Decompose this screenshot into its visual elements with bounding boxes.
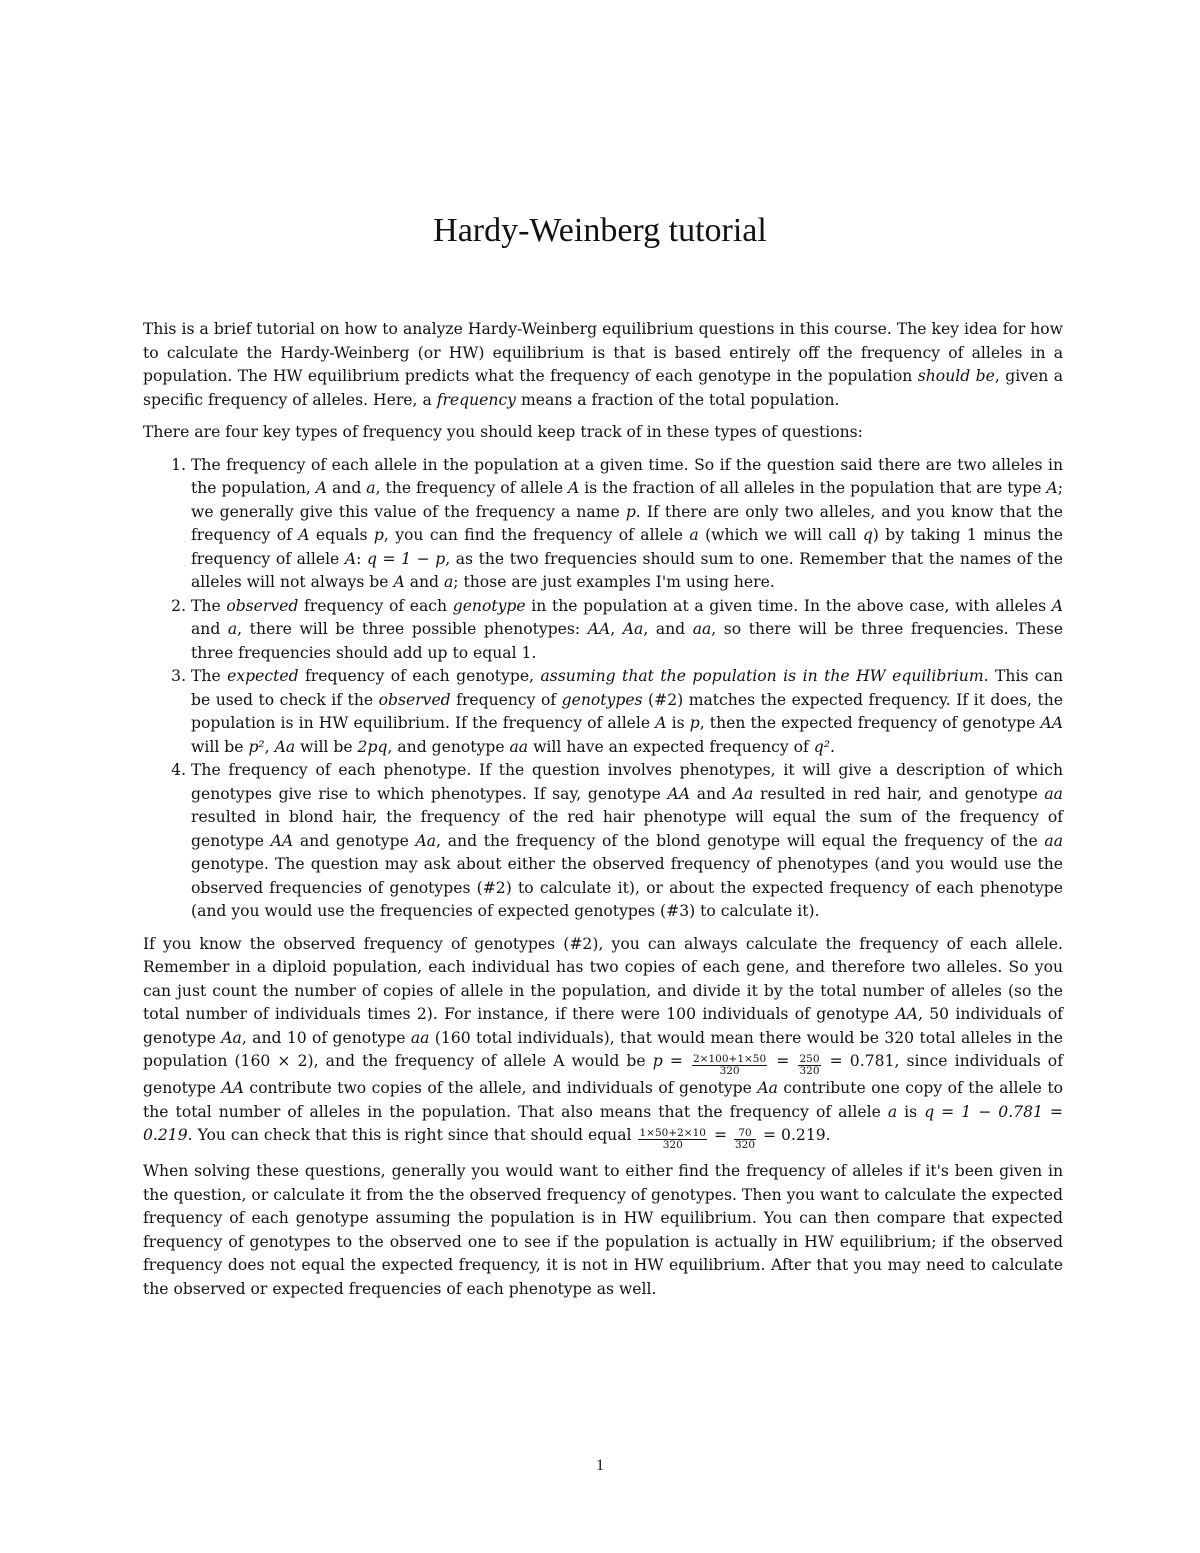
- math-symbol: Aa: [622, 620, 644, 638]
- text-run: resulted in red hair, and genotype: [753, 784, 1045, 803]
- math-symbol: aa: [1044, 784, 1063, 803]
- math-equation: = 0.781: [829, 1052, 895, 1070]
- allele-calculation-paragraph: [143, 933, 1063, 1152]
- text-run: equals: [309, 526, 374, 544]
- math-symbol: Aa: [757, 1079, 778, 1097]
- text-run: is: [666, 714, 690, 732]
- text-run: genotype. The question may ask about either the observed frequency of phenotypes (and you would use the observed frequencies of genotypes (#2) to calculate it), or about the expected frequency of each phenotype (and you would use the frequencies of expected genotypes (#3) to calculate it).: [191, 855, 1063, 920]
- page-number: 1: [596, 1457, 604, 1474]
- math-symbol: Aa: [415, 831, 437, 850]
- math-symbol: AA: [667, 784, 691, 803]
- math-equation: =: [776, 1052, 790, 1070]
- math-symbol: AA: [895, 1005, 918, 1023]
- math-symbol: a: [227, 620, 238, 638]
- text-run: , 50 individuals of genotype: [143, 1005, 1063, 1047]
- text-run: frequency of each: [298, 596, 453, 615]
- text-run: and genotype: [293, 831, 416, 850]
- math-equation: q = 1 − 0.781 = 0.219: [143, 1102, 1063, 1144]
- math-symbol: A: [298, 526, 310, 544]
- list-item-expected-genotype: [191, 665, 1063, 759]
- math-symbol: AA: [221, 1079, 244, 1097]
- math-symbol: AA: [1040, 714, 1063, 732]
- math-symbol: A: [393, 573, 405, 591]
- math-symbol: a: [366, 479, 376, 497]
- text-run: resulted in blond hair, the frequency of the red hair phenotype will equal the sum of the frequency of genotype: [191, 808, 1063, 850]
- math-symbol: Aa: [274, 737, 296, 756]
- fraction-denominator: 320: [734, 1139, 756, 1151]
- emphasis-text: assuming that the population is in the HW equilibrium: [540, 667, 984, 685]
- text-run: This is a brief tutorial on how to analyze Hardy-Weinberg equilibrium questions in this course. The key idea for how to calculate the Hardy-Weinberg (or HW) equilibrium is that is based entirely off the frequency of alleles in a population. The HW equilibrium predicts what the frequency of each genotype in the population: [143, 320, 1063, 385]
- math-symbol: Aa: [732, 784, 754, 803]
- text-run: , and 10 of genotype: [241, 1028, 411, 1047]
- text-run: is: [897, 1102, 925, 1121]
- text-run: , then the expected frequency of genotype: [699, 714, 1041, 732]
- fraction-numerator: 70: [734, 1128, 756, 1140]
- math-symbol: p²: [248, 737, 265, 756]
- text-run: .: [825, 1126, 831, 1144]
- text-run: , since individuals of genotype: [143, 1052, 1063, 1097]
- text-run: , you can find the frequency of allele: [383, 526, 690, 544]
- fraction-numerator: 250: [799, 1053, 820, 1065]
- text-run: contribute two copies of the allele, and individuals of genotype: [243, 1079, 758, 1097]
- text-run: , given a specific frequency of alleles. Here, a: [143, 367, 1064, 409]
- text-run: The: [191, 667, 228, 685]
- emphasis-text: frequency: [436, 390, 516, 409]
- math-symbol: q²: [813, 737, 830, 756]
- math-symbol: A: [1051, 596, 1063, 615]
- fraction: [692, 1054, 767, 1077]
- math-symbol: q: [862, 526, 873, 544]
- list-item-observed-genotype: [191, 595, 1063, 666]
- math-symbol: p: [689, 714, 700, 732]
- key-types-list: [143, 454, 1063, 924]
- fraction: [734, 1128, 756, 1151]
- emphasis-text: genotype: [452, 596, 526, 615]
- text-run: . If there are only two alleles, and you know that the frequency of: [191, 502, 1063, 544]
- text-run: (which we will call: [698, 526, 863, 544]
- emphasis-text: observed: [226, 596, 299, 615]
- emphasis-text: should be: [917, 367, 995, 385]
- fraction: [638, 1128, 706, 1151]
- text-run: will be: [295, 737, 358, 756]
- text-run: ; we generally give this value of the frequency a name: [191, 479, 1063, 521]
- math-symbol: AA: [587, 620, 611, 638]
- fraction-denominator: 320: [719, 1065, 740, 1077]
- text-run: frequency of each genotype,: [298, 667, 541, 685]
- emphasis-text: genotypes: [561, 690, 643, 709]
- math-symbol: p: [373, 526, 384, 544]
- text-run: and: [404, 573, 444, 591]
- text-run: .: [829, 737, 835, 756]
- math-symbol: 2pq: [357, 737, 388, 756]
- math-symbol: aa: [410, 1028, 430, 1047]
- text-run: (160 total individuals), that would mean there would be 320 total alleles in the population (160 × 2), and the frequency of allele A would be: [143, 1028, 1064, 1070]
- fraction-denominator: 320: [799, 1065, 820, 1077]
- text-run: . You can check that this is right since that should equal: [187, 1126, 637, 1144]
- text-run: , as the two frequencies should sum to one. Remember that the names of the alleles will not always be: [191, 549, 1063, 591]
- math-symbol: a: [887, 1102, 898, 1121]
- text-run: in the population at a given time. In the above case, with alleles: [525, 596, 1052, 615]
- math-symbol: A: [315, 479, 328, 497]
- text-run: If you know the observed frequency of genotypes (#2), you can always calculate the frequency of each allele. Remember in a diploid population, each individual has two copies of each gene, and therefore two alleles. So you can just count the number of copies of allele in the population, and divide it by the total number of alleles (so the total number of individuals times 2). For instance, if there were 100 individuals of genotype: [143, 934, 1063, 1023]
- text-run: , and genotype: [387, 737, 510, 756]
- text-run: , there will be three possible phenotypes:: [237, 620, 588, 638]
- fraction-numerator: 1×50+2×10: [639, 1127, 706, 1139]
- text-run: The frequency of each phenotype. If the question involves phenotypes, it will give a description of which genotypes give rise to which phenotypes. If say, genotype: [191, 761, 1063, 803]
- text-run: will have an expected frequency of: [528, 737, 814, 756]
- fraction-numerator: 2×100+1×50: [693, 1053, 767, 1065]
- document-title: Hardy-Weinberg tutorial: [433, 212, 767, 249]
- math-symbol: AA: [270, 831, 294, 850]
- text-run: ; those are just examples I'm using here.: [453, 573, 775, 591]
- emphasis-text: observed: [378, 690, 451, 709]
- math-equation: q = 1 − p: [366, 549, 446, 568]
- list-item-phenotype: [191, 759, 1063, 924]
- math-symbol: aa: [509, 737, 529, 756]
- text-run: :: [356, 549, 367, 568]
- math-symbol: A: [655, 714, 667, 732]
- fraction: [798, 1054, 820, 1077]
- math-symbol: A: [344, 549, 357, 568]
- text-run: and: [327, 479, 367, 497]
- text-run: frequency of: [450, 690, 562, 709]
- text-run: , and the frequency of the blond genotype will equal the frequency of the: [436, 831, 1045, 850]
- math-symbol: aa: [1044, 831, 1064, 850]
- text-run: and: [191, 620, 228, 638]
- text-run: The: [191, 596, 227, 615]
- document-body: [143, 318, 1063, 1310]
- math-symbol: a: [443, 573, 454, 591]
- solving-strategy-paragraph: When solving these questions, generally you would want to either find the frequency of alleles if it's been given in the question, or calculate it from the the observed frequency of genotypes. Then you want to calculate the expected frequency of each genotype assuming the population is in HW equilibrium. You can then compare that expected frequency of genotypes to the observed one to see if the population is actually in HW equilibrium; if the observed frequency does not equal the expected frequency, it is not in HW equilibrium. After that you may need to calculate the observed or expected frequencies of each phenotype as well.: [143, 1162, 1063, 1298]
- math-equation: = 0.219: [763, 1126, 826, 1144]
- text-run: , the frequency of allele: [375, 479, 569, 497]
- text-run: ,: [264, 737, 275, 756]
- math-symbol: p: [625, 502, 636, 521]
- math-symbol: aa: [692, 620, 712, 638]
- text-run: (#2) matches the expected frequency. If it does, the population is in HW equilibrium. If the frequency of allele: [191, 690, 1063, 732]
- fraction-denominator: 320: [662, 1139, 683, 1151]
- text-run: contribute one copy of the allele to the total number of alleles in the population. That also means that the frequency of allele: [143, 1079, 1063, 1121]
- text-run: , so there will be three frequencies. These three frequencies should add up to equal 1.: [191, 620, 1063, 662]
- math-equation: =: [713, 1126, 728, 1144]
- text-run: ) by taking 1 minus the frequency of allele: [191, 526, 1063, 568]
- text-run: means a fraction of the total population.: [516, 390, 840, 409]
- text-run: will be: [191, 737, 249, 756]
- math-symbol: a: [689, 526, 699, 544]
- key-types-intro: There are four key types of frequency you should keep track of in these types of questions:: [143, 423, 863, 441]
- list-item-allele-frequency: [191, 454, 1063, 595]
- emphasis-text: expected: [227, 667, 299, 685]
- text-run: The frequency of each allele in the population at a given time. So if the question said there are two alleles in the population,: [191, 455, 1063, 497]
- text-run: and: [690, 784, 733, 803]
- math-symbol: A: [1046, 479, 1058, 497]
- text-run: , and: [643, 620, 693, 638]
- math-symbol: A: [568, 479, 580, 497]
- intro-paragraph: [143, 318, 1063, 412]
- math-symbol: Aa: [221, 1028, 242, 1047]
- text-run: is the fraction of all alleles in the population that are type: [579, 479, 1047, 497]
- math-equation: p =: [652, 1052, 683, 1070]
- text-run: ,: [610, 620, 623, 638]
- text-run: . This can be used to check if the: [191, 667, 1063, 709]
